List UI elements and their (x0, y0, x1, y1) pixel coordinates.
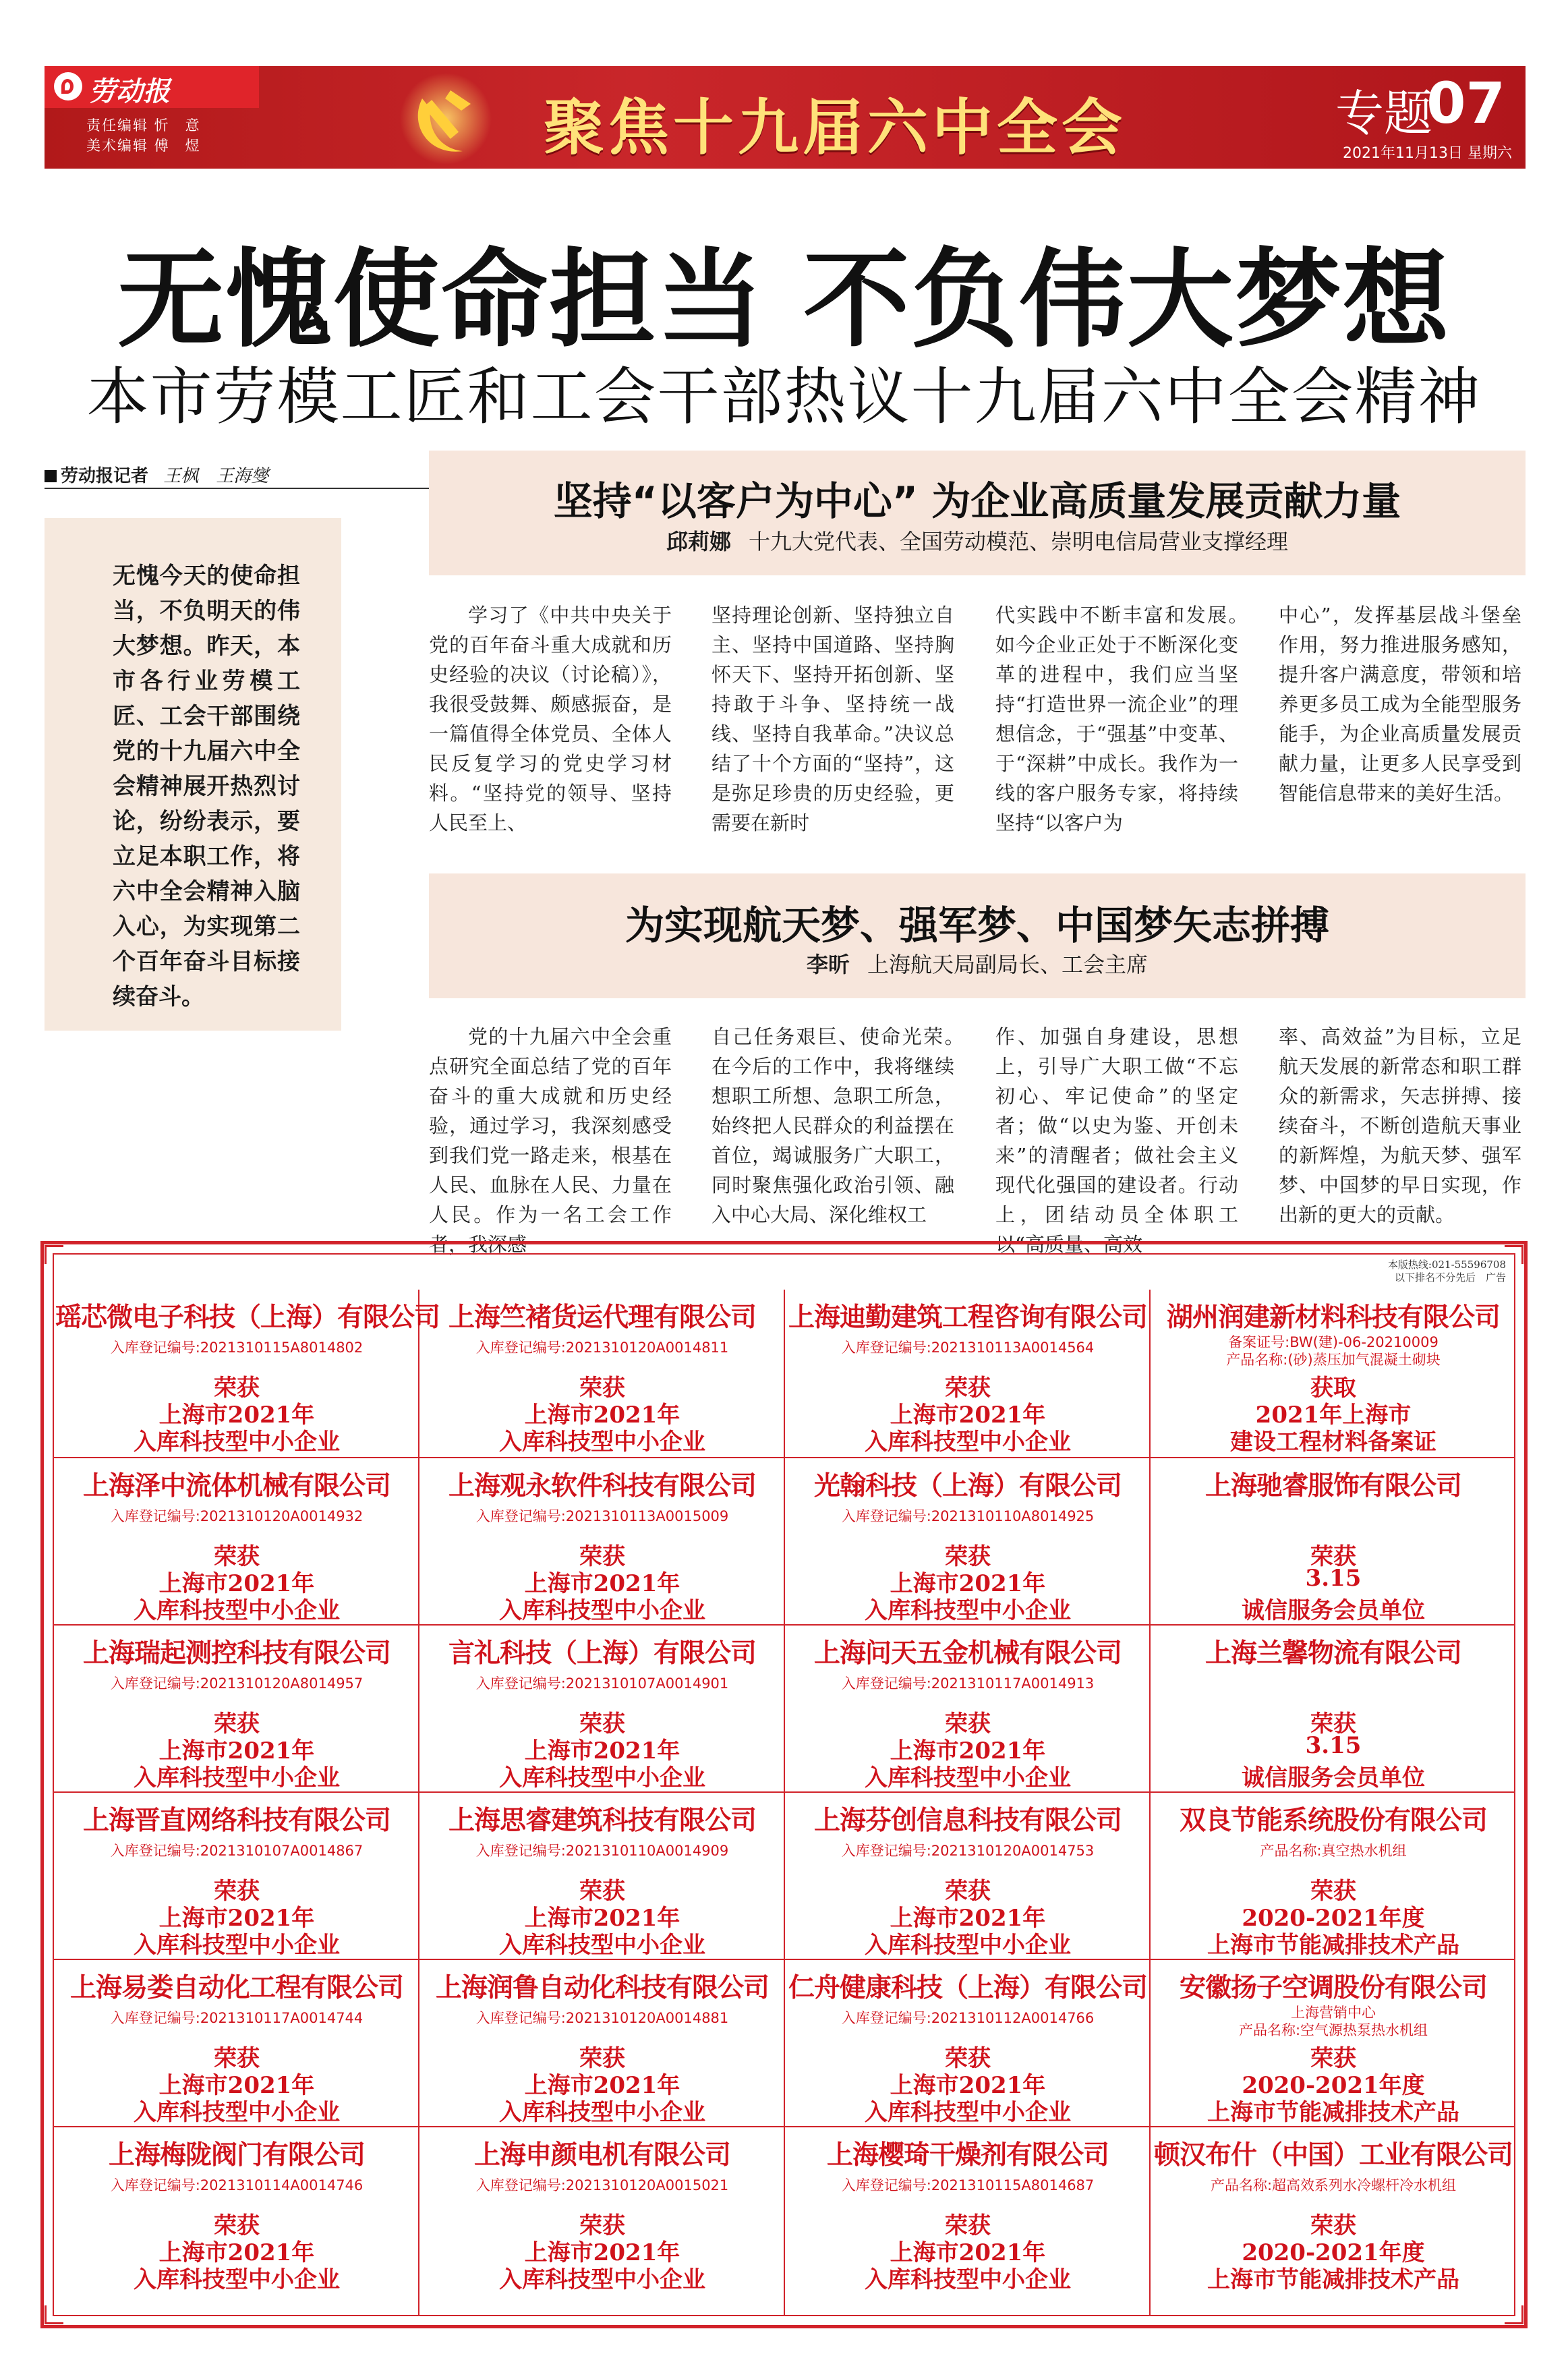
ad-cell (421, 1960, 784, 2126)
award-title: 入库科技型中小企业 (134, 2099, 340, 2126)
byline-names: 王枫 王海燮 (163, 466, 269, 486)
frame-corner-ornament (1505, 2305, 1523, 2324)
award-title: 入库科技型中小企业 (865, 2266, 1071, 2293)
award-year: 上海市2021年 (158, 2072, 315, 2099)
company-name: 上海兰馨物流有限公司 (1204, 1638, 1461, 1669)
company-name: 上海驰睿服饰有限公司 (1204, 1471, 1461, 1501)
product-name: 产品名称:(砂)蒸压加气混凝土砌块 (1226, 1352, 1441, 1368)
ad-cell (786, 1960, 1149, 2126)
page-number: 07 (1426, 70, 1505, 136)
award-verb: 荣获 (579, 2212, 625, 2239)
award-verb: 荣获 (945, 1543, 991, 1570)
company-name: 上海泽中流体机械有限公司 (82, 1471, 390, 1501)
award-title: 入库科技型中小企业 (499, 2266, 705, 2293)
byline-square-icon (45, 470, 57, 482)
ad-cell (786, 1793, 1149, 1959)
ad-cell (1152, 1793, 1515, 1959)
company-name: 瑶芯微电子科技（上海）有限公司 (55, 1302, 440, 1333)
award-title: 入库科技型中小企业 (865, 1597, 1071, 1624)
masthead-banner (45, 66, 1526, 169)
registration-code: 产品名称:超高效系列水冷螺杆冷水机组 (1210, 2177, 1457, 2193)
section-byline-2 (429, 948, 1526, 979)
company-name: 上海问天五金机械有限公司 (813, 1638, 1122, 1669)
award-year: 上海市2021年 (524, 1737, 680, 1764)
ad-cell (421, 1793, 784, 1959)
ad-cell (421, 2127, 784, 2293)
award-title: 入库科技型中小企业 (499, 1932, 705, 1959)
byline (45, 462, 268, 487)
award-verb: 荣获 (214, 1878, 260, 1905)
section-title-2: 为实现航天梦、强军梦、中国梦矢志拼搏 (625, 902, 1329, 948)
topic-banner: 聚焦十九届六中全会 (544, 92, 1126, 163)
byline-divider (45, 488, 442, 489)
award-title: 上海市节能减排技术产品 (1207, 1932, 1459, 1959)
ad-cell (1152, 1626, 1515, 1791)
registration-code: 入库登记编号:2021310107A0014901 (475, 1675, 729, 1692)
company-name: 上海瑞起测控科技有限公司 (82, 1638, 390, 1669)
section-title-1: 坚持“以客户为中心” 为企业高质量发展贡献力量 (553, 478, 1401, 524)
award-verb: 荣获 (1310, 2212, 1356, 2239)
registration-code: 入库登记编号:2021310112A0014766 (841, 2010, 1095, 2026)
award-year: 上海市2021年 (158, 1570, 315, 1597)
logo-text: 劳动报 (89, 76, 170, 107)
company-name: 上海申颜电机有限公司 (473, 2140, 730, 2171)
award-title: 入库科技型中小企业 (865, 1932, 1071, 1959)
article-2-col-1: 党的十九届六中全会重点研究全面总结了党的百年奋斗的重大成就和历史经验，通过学习，我深刻感受到我们党一路走来，根基在人民、血脉在人民、力量在人民。作为一名工会工作者，我深感 (429, 1025, 672, 1256)
award-title: 入库科技型中小企业 (499, 1429, 705, 1456)
award-year: 上海市2021年 (890, 2072, 1046, 2099)
registration-code: 入库登记编号:2021310115A8014687 (841, 2177, 1095, 2193)
frame-corner-ornament (1505, 1245, 1523, 1264)
award-year: 2020-2021年度 (1242, 2072, 1425, 2099)
award-year: 3.15 (1305, 1565, 1362, 1592)
main-headline: 无愧使命担当 不负伟大梦想 (117, 238, 1451, 362)
registration-code: 入库登记编号:2021310120A0014881 (475, 2010, 729, 2026)
award-title: 上海市节能减排技术产品 (1207, 2099, 1459, 2126)
award-title: 入库科技型中小企业 (499, 1597, 705, 1624)
award-year: 2021年上海市 (1255, 1402, 1412, 1429)
award-title: 入库科技型中小企业 (499, 2099, 705, 2126)
company-name: 上海樱琦干燥剂有限公司 (826, 2140, 1109, 2171)
award-verb: 荣获 (1310, 1543, 1356, 1570)
editor-credit: 责任编辑 忻 意 (86, 117, 201, 134)
article-1-col-1: 学习了《中共中央关于党的百年奋斗重大成就和历史经验的决议（讨论稿）》，我很受鼓舞、颇感振奋，是一篇值得全体党员、全体人民反复学习的党史学习材料。“坚持党的领导、坚持人民至上、 (429, 604, 672, 834)
registration-code: 产品名称:真空热水机组 (1260, 1843, 1407, 1859)
registration-code: 入库登记编号:2021310120A0014811 (475, 1340, 729, 1356)
article-2-col-2: 自己任务艰巨、使命光荣。 在今后的工作中，我将继续想职工所想、急职工所急，始终把人民群众的利益摆在首位，竭诚服务广大职工，同时聚焦强化政治引领、融入中心大局、深化维权工 (712, 1025, 975, 1226)
company-name: 双良节能系统股份有限公司 (1179, 1806, 1487, 1836)
ad-cell (55, 1626, 418, 1791)
registration-code: 入库登记编号:2021310120A0015021 (475, 2177, 729, 2193)
person-name-2: 李昕 (806, 952, 850, 977)
registration-code: 入库登记编号:2021310107A0014867 (110, 1843, 364, 1859)
award-title: 入库科技型中小企业 (865, 2099, 1071, 2126)
award-title: 入库科技型中小企业 (134, 1764, 340, 1791)
award-title: 入库科技型中小企业 (134, 2266, 340, 2293)
award-verb: 荣获 (214, 1543, 260, 1570)
ad-cell (55, 1960, 418, 2126)
award-title: 建设工程材料备案证 (1230, 1429, 1436, 1456)
registration-code: 入库登记编号:2021310117A0014913 (841, 1675, 1095, 1692)
award-year: 上海市2021年 (890, 1737, 1046, 1764)
award-verb: 获取 (1310, 1375, 1356, 1402)
logo-icon (54, 72, 82, 100)
award-year: 上海市2021年 (158, 1905, 315, 1932)
award-title: 入库科技型中小企业 (134, 1932, 340, 1959)
award-title: 入库科技型中小企业 (134, 1429, 340, 1456)
ad-cell (55, 1458, 418, 1624)
company-name: 湖州润建新材料科技有限公司 (1166, 1302, 1500, 1333)
award-verb: 荣获 (214, 1711, 260, 1737)
company-name: 上海观永软件科技有限公司 (448, 1471, 756, 1501)
section-header-2 (429, 873, 1526, 998)
award-verb: 荣获 (579, 1878, 625, 1905)
award-year: 上海市2021年 (158, 1737, 315, 1764)
award-year: 上海市2021年 (158, 2239, 315, 2266)
frame-corner-ornament (45, 2305, 63, 2324)
ad-cell (786, 2127, 1149, 2293)
registration-code: 入库登记编号:2021310113A0015009 (475, 1508, 729, 1524)
article-1-col-3: 代实践中不断丰富和发展。 如今企业正处于不断深化变革的进程中，我们应当坚持“打造世界一流企业”的理想信念，于“强基”中变革、于“深耕”中成长。我作为一线的客户服务专家，将持续坚持“以客户为 (995, 604, 1258, 834)
article-2-col-3: 作、加强自身建设，思想上，引导广大职工做“不忘初心、牢记使命”的坚定者；做“以史为鉴、开创未来”的清醒者；做社会主义现代化强国的建设者。行动上，团结动员全体职工以“高质量、高效 (995, 1025, 1238, 1256)
intro-text: 无愧今天的使命担当，不负明天的伟大梦想。昨天，本市各行业劳模工匠、工会干部围绕党的十九届六中全会精神展开热烈讨论，纷纷表示，要立足本职工作，将六中全会精神入脑入心，为实现第二个百年奋斗目标接续奋斗。 (113, 563, 300, 1010)
registration-code: 入库登记编号:2021310120A0014932 (110, 1508, 364, 1524)
company-name: 上海梅陇阀门有限公司 (108, 2140, 365, 2171)
award-verb: 荣获 (214, 2212, 260, 2239)
company-name: 上海思睿建筑科技有限公司 (448, 1806, 756, 1836)
ad-cell (786, 1626, 1149, 1791)
award-year: 2020-2021年度 (1242, 1905, 1425, 1932)
award-year: 上海市2021年 (524, 2072, 680, 2099)
company-name: 仁舟健康科技（上海）有限公司 (788, 1973, 1147, 2003)
award-verb: 荣获 (214, 1375, 260, 1402)
ad-disclaimer: 以下排名不分先后 广告 (1394, 1271, 1506, 1284)
company-name: 上海迪勤建筑工程咨询有限公司 (788, 1302, 1147, 1333)
ad-hotline-number: 本版热线:021-55596708 (1387, 1259, 1506, 1271)
company-name: 上海润鲁自动化科技有限公司 (435, 1973, 769, 2003)
ad-cell (421, 1458, 784, 1624)
article-1-col-4: 中心”，发挥基层战斗堡垒作用，努力推进服务感知，提升客户满意度，带领和培养更多员工成为全能型服务能手，为企业高质量发展贡献力量，让更多人民享受到智能信息带来的美好生活。 (1279, 604, 1521, 805)
award-year: 上海市2021年 (890, 1570, 1046, 1597)
award-verb: 荣获 (214, 2045, 260, 2072)
registration-code: 上海营销中心 (1291, 2005, 1376, 2021)
company-name: 言礼科技（上海）有限公司 (448, 1638, 756, 1669)
award-year: 上海市2021年 (890, 1905, 1046, 1932)
ad-cell (786, 1290, 1149, 1456)
registration-code: 入库登记编号:2021310120A0014753 (841, 1843, 1095, 1859)
award-title: 入库科技型中小企业 (865, 1764, 1071, 1791)
award-verb: 荣获 (579, 1711, 625, 1737)
company-name: 上海芬创信息科技有限公司 (813, 1806, 1122, 1836)
award-title: 入库科技型中小企业 (499, 1764, 705, 1791)
award-year: 上海市2021年 (524, 2239, 680, 2266)
award-verb: 荣获 (1310, 2045, 1356, 2072)
award-year: 上海市2021年 (158, 1402, 315, 1429)
award-verb: 荣获 (579, 2045, 625, 2072)
ad-cell (1152, 2127, 1515, 2293)
section-header-1 (429, 451, 1526, 575)
ads-grid-divider (1149, 1290, 1151, 2316)
ads-grid-divider (418, 1290, 419, 2316)
award-title: 入库科技型中小企业 (134, 1597, 340, 1624)
award-year: 上海市2021年 (524, 1905, 680, 1932)
award-title: 上海市节能减排技术产品 (1207, 2266, 1459, 2293)
award-verb: 荣获 (945, 2045, 991, 2072)
ad-cell (55, 1290, 440, 1456)
ad-cell (55, 2127, 418, 2293)
section-label: 专题 (1335, 85, 1432, 142)
award-year: 上海市2021年 (524, 1402, 680, 1429)
ad-cell (55, 1793, 418, 1959)
registration-code: 入库登记编号:2021310113A0014564 (841, 1340, 1095, 1356)
award-verb: 荣获 (945, 1711, 991, 1737)
sub-headline: 本市劳模工匠和工会干部热议十九届六中全会精神 (86, 361, 1482, 433)
party-emblem-icon (395, 71, 496, 166)
award-title: 入库科技型中小企业 (865, 1429, 1071, 1456)
award-verb: 荣获 (1310, 1878, 1356, 1905)
byline-label: 劳动报记者 (61, 466, 149, 486)
award-verb: 荣获 (579, 1375, 625, 1402)
frame-corner-ornament (45, 1245, 63, 1264)
award-year: 上海市2021年 (524, 1570, 680, 1597)
ad-cell (786, 1458, 1149, 1624)
award-verb: 荣获 (945, 2212, 991, 2239)
award-year: 上海市2021年 (890, 2239, 1046, 2266)
company-name: 上海晋直网络科技有限公司 (82, 1806, 390, 1836)
product-name: 产品名称:空气源热泵热水机组 (1238, 2022, 1428, 2038)
art-editor-credit: 美术编辑 傅 煜 (86, 138, 201, 154)
company-name: 安徽扬子空调股份有限公司 (1179, 1973, 1487, 2003)
registration-code: 入库登记编号:2021310115A8014802 (110, 1340, 364, 1356)
newspaper-logo (45, 66, 259, 108)
registration-code: 入库登记编号:2021310114A0014746 (110, 2177, 364, 2193)
ad-hotline (1388, 1259, 1506, 1284)
ad-cell (1152, 1960, 1515, 2126)
section-byline-1 (429, 525, 1526, 556)
award-title: 诚信服务会员单位 (1242, 1597, 1425, 1624)
award-verb: 荣获 (579, 1543, 625, 1570)
ad-cell (1152, 1458, 1515, 1624)
company-name: 上海易娄自动化工程有限公司 (69, 1973, 403, 2003)
award-year: 上海市2021年 (890, 1402, 1046, 1429)
company-name: 上海竺褚货运代理有限公司 (448, 1302, 756, 1333)
award-verb: 荣获 (945, 1375, 991, 1402)
registration-code: 入库登记编号:2021310110A0014909 (475, 1843, 729, 1859)
person-role-1: 十九大党代表、全国劳动模范、崇明电信局营业支撑经理 (749, 529, 1289, 554)
registration-code: 入库登记编号:2021310117A0014744 (110, 2010, 364, 2026)
registration-code: 入库登记编号:2021310120A8014957 (110, 1675, 364, 1692)
award-verb: 荣获 (1310, 1711, 1356, 1737)
person-name-1: 邱莉娜 (666, 529, 731, 554)
company-name: 光翰科技（上海）有限公司 (813, 1471, 1122, 1501)
company-name: 顿汉布什（中国）工业有限公司 (1153, 2140, 1513, 2171)
registration-code: 备案证号:BW(建)-06-20210009 (1228, 1334, 1439, 1350)
article-1-col-2: 坚持理论创新、坚持独立自主、坚持中国道路、坚持胸怀天下、坚持开拓创新、坚持敢于斗争、坚持统一战线、坚持自我革命。”决议总结了十个方面的“坚持”，这是弥足珍贵的历史经验，更需要在新时 (712, 604, 954, 834)
award-year: 3.15 (1305, 1732, 1362, 1759)
person-role-2: 上海航天局副局长、工会主席 (867, 952, 1149, 977)
ad-cell (421, 1626, 784, 1791)
ad-cell (1152, 1290, 1515, 1456)
ad-cell (421, 1290, 784, 1456)
award-year: 2020-2021年度 (1242, 2239, 1425, 2266)
article-2-col-4: 率、高效益”为目标，立足航天发展的新常态和职工群众的新需求，矢志拼搏、接续奋斗，不断创造航天事业的新辉煌，为航天梦、强军梦、中国梦的早日实现，作出新的更大的贡献。 (1279, 1025, 1521, 1226)
registration-code: 入库登记编号:2021310110A8014925 (841, 1508, 1095, 1524)
award-verb: 荣获 (945, 1878, 991, 1905)
ads-grid-divider (784, 1290, 785, 2316)
award-title: 诚信服务会员单位 (1242, 1764, 1425, 1791)
issue-date: 2021年11月13日 星期六 (1343, 145, 1512, 162)
